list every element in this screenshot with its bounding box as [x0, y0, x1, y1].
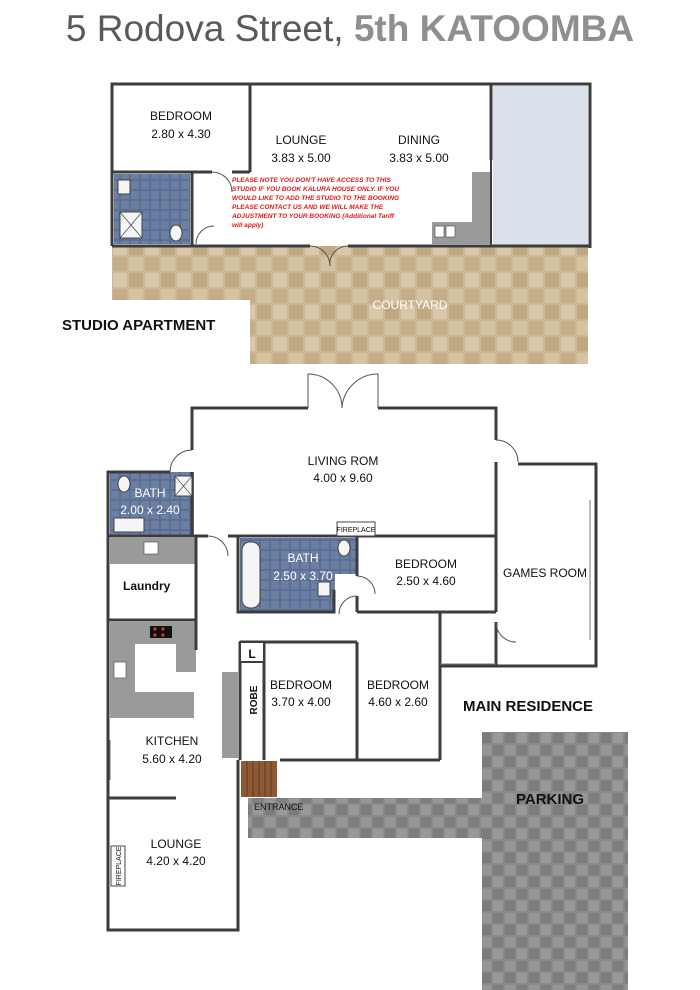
kitchen-size: 5.60 x 4.20	[142, 752, 202, 766]
bedroom3-name: BEDROOM	[366, 678, 430, 692]
bedroom1-name: BEDROOM	[394, 557, 458, 571]
living-name: LIVING ROM	[307, 454, 379, 468]
cooktop-icon	[150, 626, 172, 638]
lounge-name: LOUNGE	[150, 837, 202, 851]
courtyard-paving	[112, 246, 588, 364]
bedroom3-size: 4.60 x 2.60	[368, 695, 428, 709]
bath1-name: BATH	[134, 486, 166, 500]
bath1-toilet-icon	[118, 476, 130, 492]
linen-label: L	[248, 647, 256, 661]
title-suburb: 5th KATOOMBA	[353, 8, 635, 49]
studio-lounge-size: 3.83 x 5.00	[271, 151, 331, 165]
kitchen-sink-icon	[114, 662, 126, 678]
notice-line-1: PLEASE NOTE YOU DON'T HAVE ACCESS TO THIS	[232, 177, 391, 184]
studio-bedroom-size: 2.80 x 4.30	[151, 127, 211, 141]
bathtub-icon	[242, 542, 260, 608]
studio-notice	[231, 177, 399, 229]
lounge-size: 4.20 x 4.20	[146, 854, 206, 868]
bedroom1-size: 2.50 x 4.60	[396, 574, 456, 588]
main-doors	[170, 374, 518, 642]
bath2-toilet-icon	[338, 540, 350, 556]
bath2-name: BATH	[287, 551, 319, 565]
games-room-label: GAMES ROOM	[502, 566, 588, 580]
main-residence-label: MAIN RESIDENCE	[463, 698, 594, 715]
living-size: 4.00 x 9.60	[313, 471, 373, 485]
courtyard-label: COURTYARD	[372, 298, 448, 312]
bath1-vanity-icon	[114, 518, 144, 532]
parking-paving	[248, 732, 628, 990]
laundry-label: Laundry	[123, 579, 171, 593]
bath1-size: 2.00 x 2.40	[120, 503, 180, 517]
deck-area	[493, 86, 588, 246]
entrance-label: ENTRANCE	[254, 802, 304, 812]
studio-apartment-label: STUDIO APARTMENT	[62, 317, 216, 334]
fireplace-top-label: FIREPLACE	[336, 527, 376, 534]
robe-label: ROBE	[249, 685, 260, 715]
studio-sink-icon-2	[446, 226, 455, 237]
title-street: 5 Rodova Street,	[65, 8, 344, 49]
studio-dining-size: 3.83 x 5.00	[389, 151, 449, 165]
studio-toilet-icon	[170, 225, 182, 241]
studio-dining-name: DINING	[398, 133, 440, 147]
studio-lounge-name: LOUNGE	[275, 133, 327, 147]
studio-bedroom-name: BEDROOM	[149, 109, 213, 123]
notice-line-3: WOULD LIKE TO ADD THE STUDIO TO THE BOOKING	[232, 195, 400, 202]
bath2-size: 2.50 x 3.70	[273, 569, 333, 583]
notice-line-5: ADJUSTMENT TO YOUR BOOKING (Additional Tariff	[232, 213, 394, 220]
notice-line-4: PLEASE CONTACT US AND WE WILL MAKE THE	[232, 204, 384, 211]
bath2-basin-icon	[318, 582, 330, 596]
kitchen-side-bench	[222, 672, 238, 758]
parking-label: PARKING	[516, 791, 585, 808]
bedroom2-size: 3.70 x 4.00	[271, 695, 331, 709]
bedroom2-name: BEDROOM	[269, 678, 333, 692]
laundry-tub-icon	[144, 542, 158, 554]
studio-sink-icon	[435, 226, 444, 237]
notice-line-2: STUDIO IF YOU BOOK KALURA HOUSE ONLY. IF YOU	[232, 186, 400, 193]
fireplace-side-label: FIREPLACE	[116, 846, 123, 886]
studio-basin-icon	[118, 180, 130, 194]
notice-line-6: will apply)	[232, 222, 264, 229]
kitchen-name: KITCHEN	[145, 734, 199, 748]
